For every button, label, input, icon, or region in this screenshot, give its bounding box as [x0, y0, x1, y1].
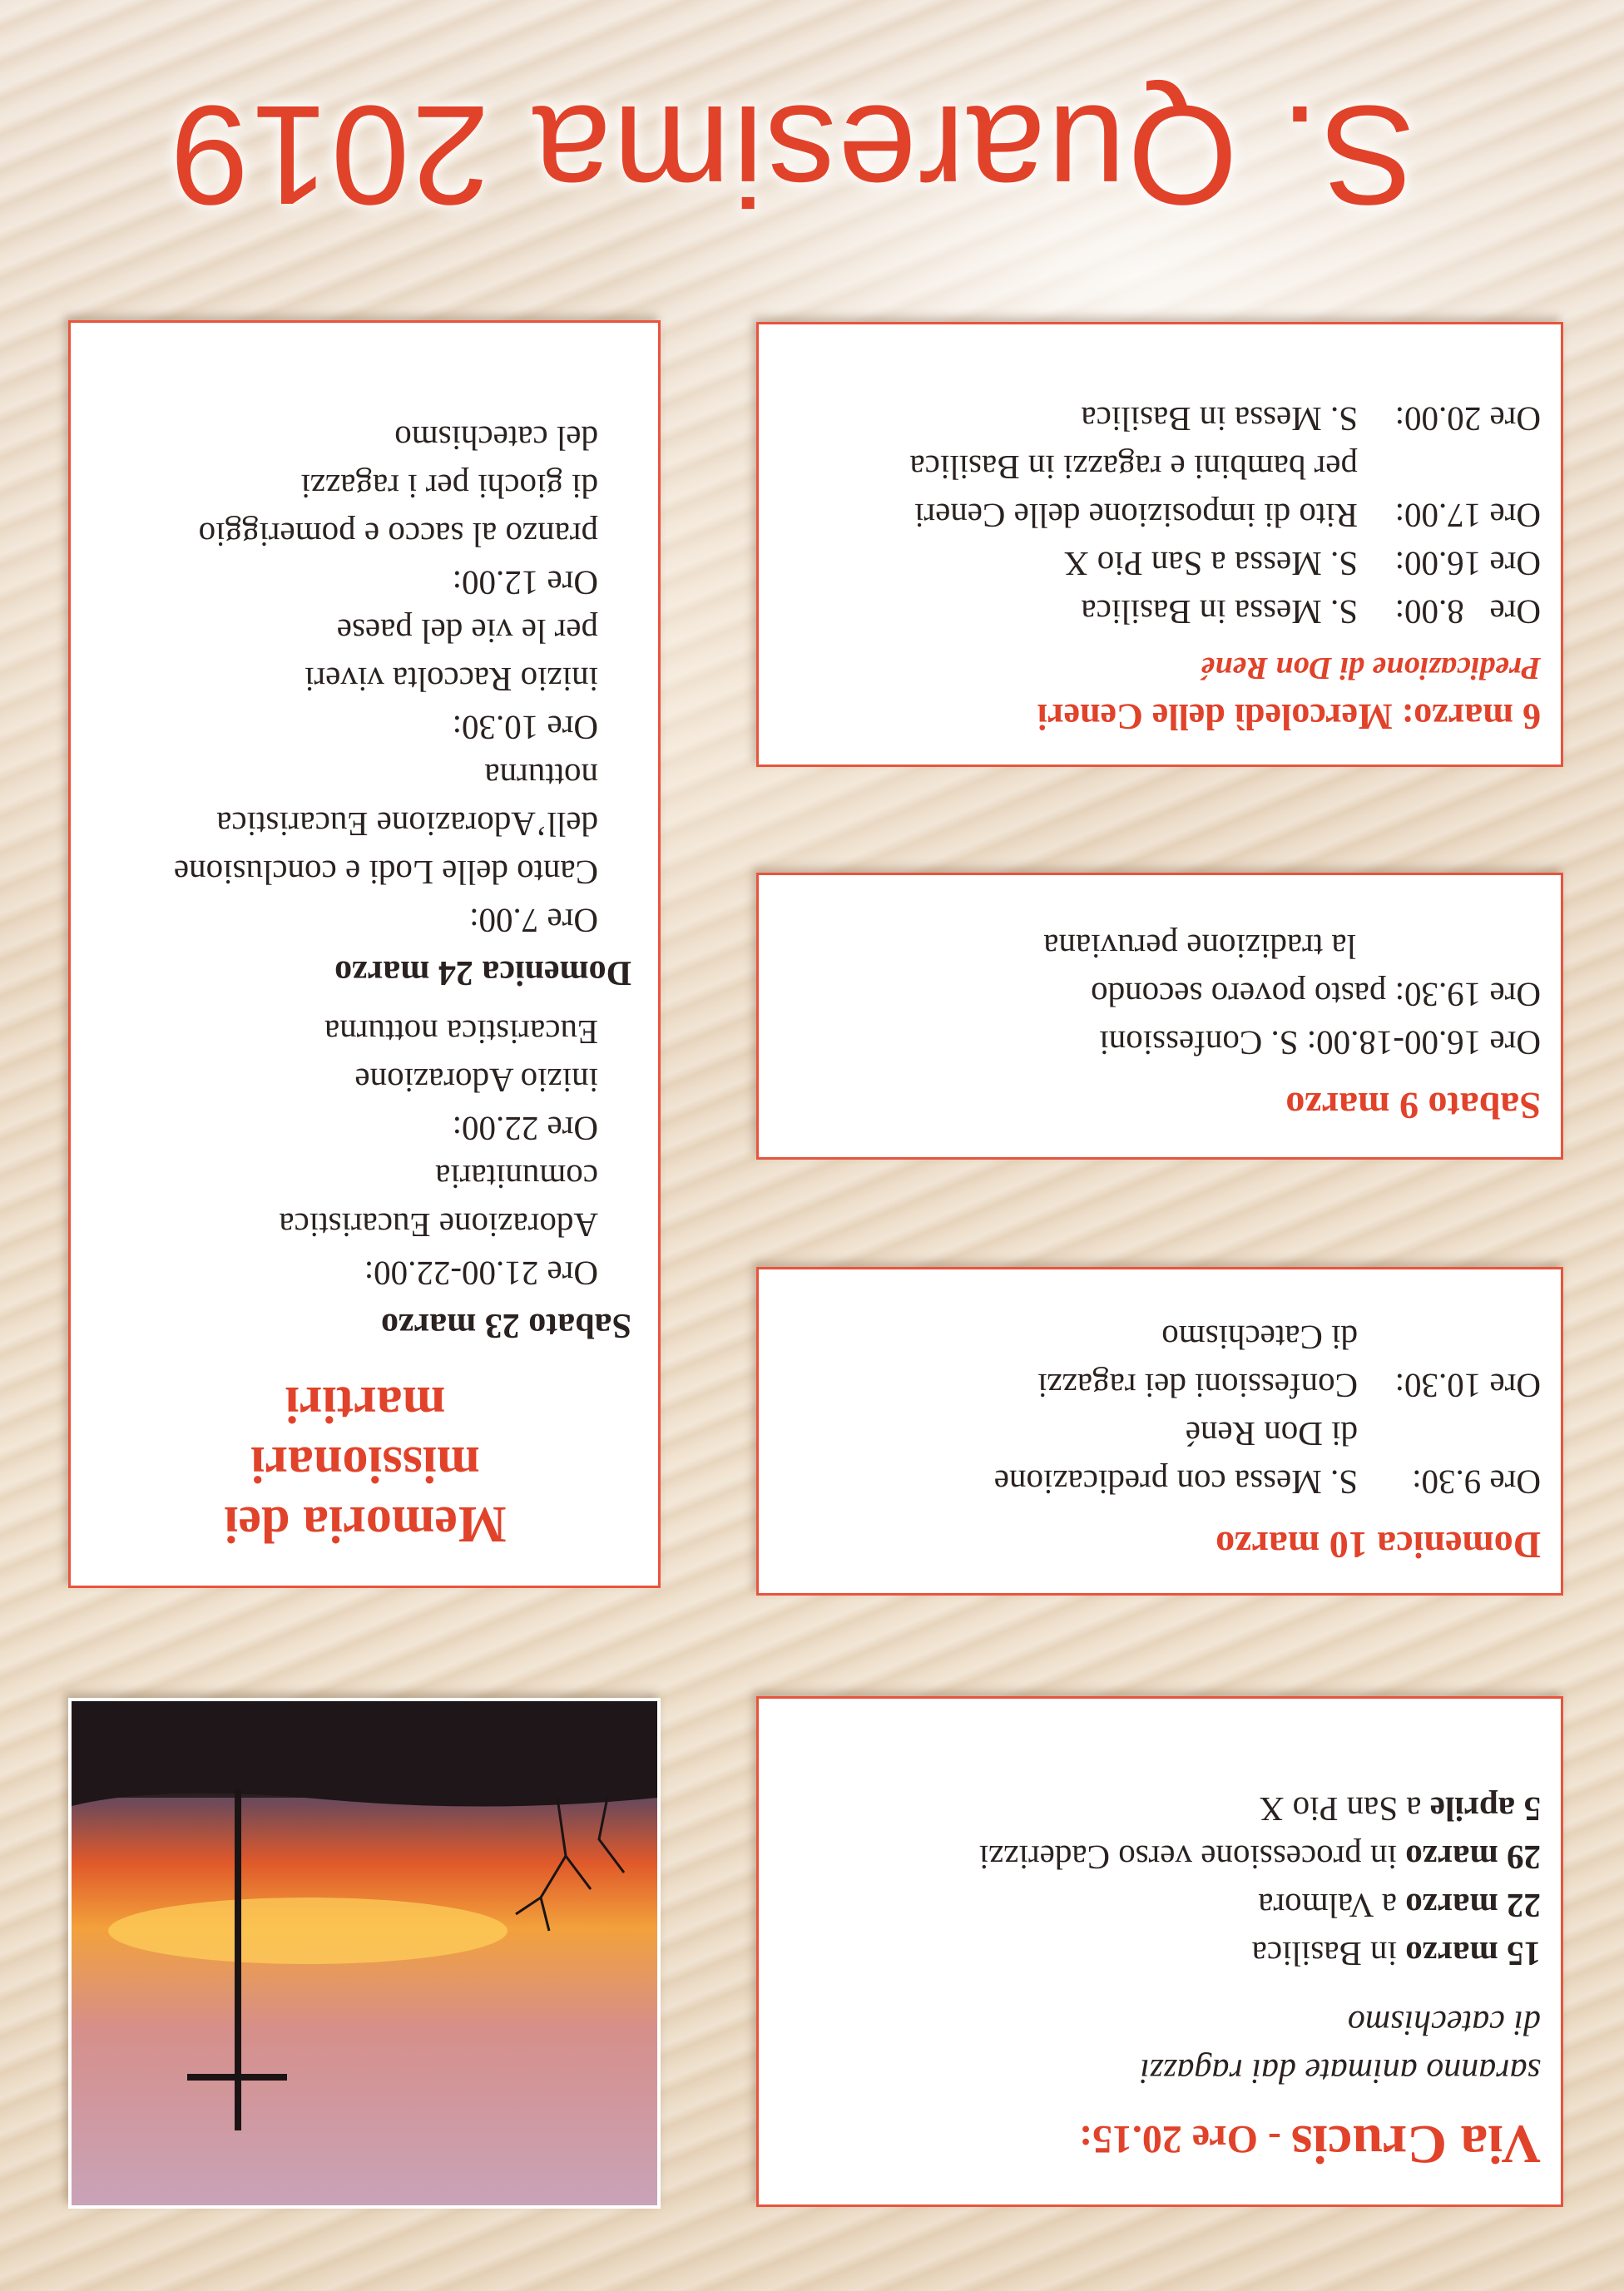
domenica-10-line-1: Ore 9.30: S. Messa con predicazione	[993, 1463, 1541, 1502]
domenica-10-box	[756, 1267, 1563, 1596]
memoria-missionari-box	[68, 320, 661, 1588]
sab23-line-2: Adorazione Eucaristica	[279, 1206, 598, 1244]
via-crucis-date-2: 22 marzo a Valmora	[1258, 1887, 1541, 1925]
sab23-line-3: comunitaria	[435, 1158, 598, 1196]
sabato-9-line-1: Ore 16.00-18.00: S. Confessioni	[1099, 1024, 1541, 1062]
sabato-9-line-2: Ore 19.30: pasto povero secondo	[1091, 976, 1541, 1014]
dom24-line-5: Ore 10.30:	[452, 709, 598, 747]
domenica-10-line-3: Ore 10.30: Confessioni dei ragazzi	[1037, 1367, 1541, 1405]
via-crucis-heading: Via Crucis - Ore 20.15:	[1078, 2114, 1541, 2175]
mercoledi-ceneri-box	[756, 322, 1563, 767]
via-crucis-date-1: 15 marzo in Basilica	[1251, 1935, 1541, 1973]
via-crucis-date-4: 5 aprile a San Pio X	[1259, 1790, 1541, 1828]
page-title: S. Quaresima 2019	[168, 76, 1416, 234]
domenica-24-heading: Domenica 24 marzo	[334, 953, 631, 992]
sabato-9-box	[756, 873, 1563, 1160]
dom24-line-2: Canto delle Lodi e conclusione	[173, 854, 598, 892]
dom24-line-8: Ore 12.00:	[452, 564, 598, 602]
domenica-10-line-2: di Don René	[1185, 1415, 1358, 1453]
dom24-line-4: notturna	[484, 757, 598, 795]
ceneri-line-3: Ore 17.00: Rito di imposizione delle Ceneri	[914, 497, 1541, 535]
cross-sunset-illustration	[72, 1701, 657, 2205]
via-crucis-date-3: 29 marzo in processione verso Caderizzi	[978, 1838, 1541, 1877]
dom24-line-3: dell’Adorazione Eucaristica	[216, 805, 598, 844]
dom24-line-9: pranzo al sacco e pomeriggio	[198, 516, 598, 554]
domenica-10-line-4: di Catechismo	[1161, 1319, 1358, 1357]
mercoledi-ceneri-heading: 6 marzo: Mercoledì delle Ceneri	[1037, 696, 1541, 737]
sab23-line-4: Ore 22.00:	[452, 1110, 598, 1148]
via-crucis-note-2: di catechismo	[1347, 2003, 1541, 2041]
dom24-line-11: del catechismo	[394, 419, 598, 458]
ceneri-line-4: per bambini e ragazzi in Basilica	[909, 448, 1358, 487]
dom24-line-10: di giochi per i ragazzi	[300, 468, 598, 506]
via-crucis-box	[756, 1696, 1563, 2207]
sabato-23-heading: Sabato 23 marzo	[381, 1306, 631, 1344]
predicazione-subtitle: Predicazione di Don René	[1201, 651, 1541, 685]
sabato-9-line-3: la tradizione peruviana	[1043, 928, 1356, 966]
sab23-line-6: Eucaristica notturna	[324, 1013, 598, 1051]
ceneri-line-2: Ore 16.00: S. Messa a San Pio X	[1063, 545, 1541, 583]
dom24-line-6: inizio Raccolta viveri	[304, 661, 598, 699]
via-crucis-note: saranno animate dai ragazzi	[1140, 2051, 1541, 2090]
dom24-line-7: per le vie del paese	[336, 612, 598, 651]
sunset-cross-photo	[68, 1698, 661, 2209]
domenica-10-heading: Domenica 10 marzo	[1216, 1524, 1541, 1566]
sabato-9-heading: Sabato 9 marzo	[1285, 1085, 1541, 1127]
dom24-line-1: Ore 7.00:	[469, 902, 598, 940]
ceneri-line-5: Ore 20.00: S. Messa in Basilica	[1081, 400, 1541, 438]
memoria-title: Memoria dei missionari martiri	[224, 1376, 507, 1552]
sab23-line-5: inizio Adorazione	[354, 1061, 598, 1100]
sab23-line-1: Ore 21.00-22.00:	[364, 1254, 598, 1293]
ceneri-line-1: Ore 8.00: S. Messa in Basilica	[1081, 593, 1541, 631]
